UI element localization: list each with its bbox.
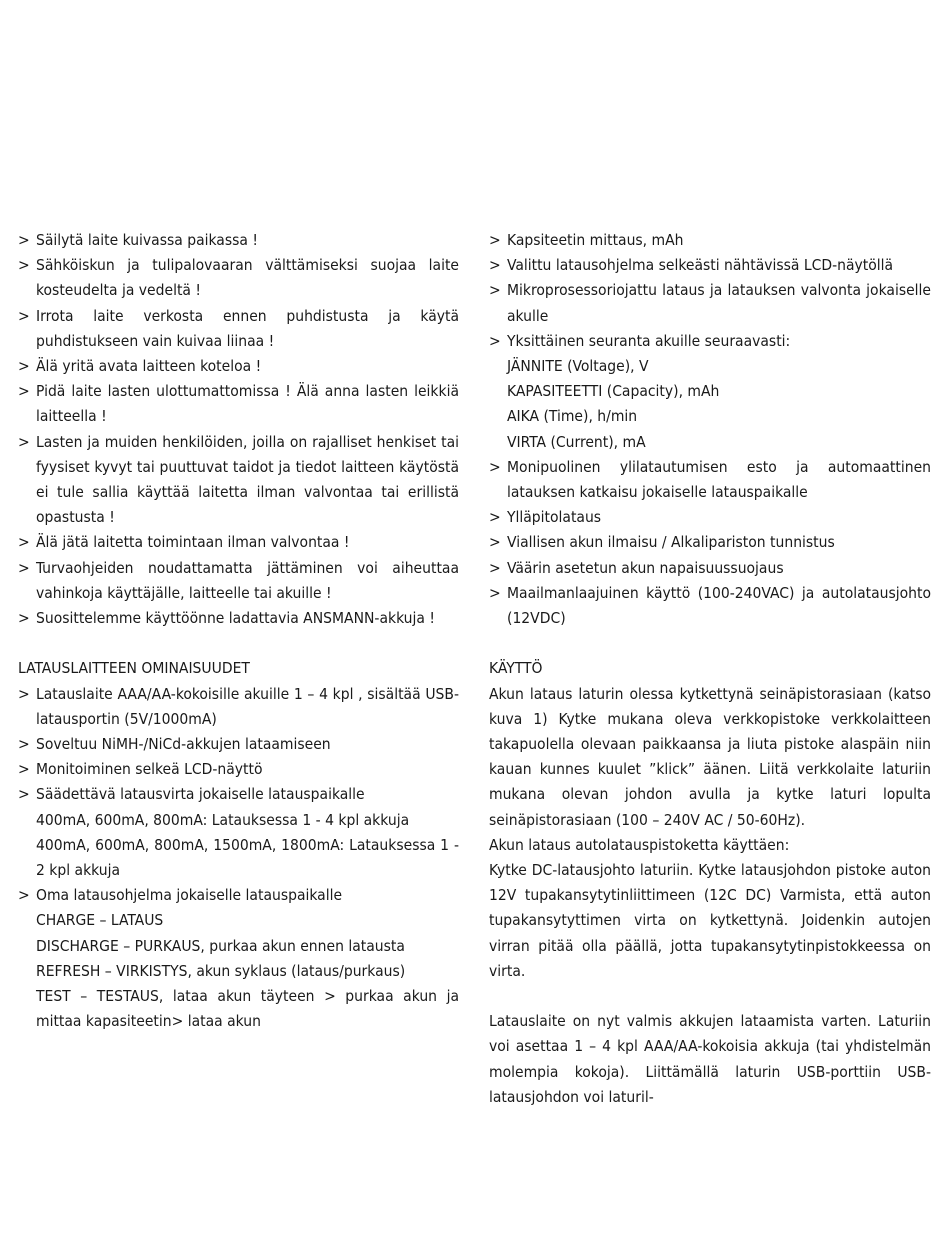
usage-paragraph: Akun lataus laturin olessa kytkettynä seinäpistorasiaan (katso kuva 1) Kytke mukana oleva verkkopistoke verkkolaitteen takapuolella olevaan paikkaansa ja liuta pistoke alaspäin niin kauan kunnes kuulet ”klick” äänen. Liitä verkkolaite laturiin mukana olevan johdon avulla ja kytke laturi lopulta seinäpistorasiaan (100 – 240V AC / 50-60Hz). [489,684,931,829]
sub-item: 400mA, 600mA, 800mA: Latauksessa 1 - 4 kpl akkuja [36,810,410,829]
list-item: > Turvaohjeiden noudattamatta jättäminen voi aiheuttaa vahinkoja käyttäjälle, laitteelle tai akuille ! [18,556,459,606]
features-list [18,682,459,1035]
usage-heading: KÄYTTÖ [489,659,543,678]
list-item: > Maailmanlaajuinen käyttö (100-240VAC) ja autolatausjohto (12VDC) [489,581,931,631]
sub-item: KAPASITEETTI (Capacity), mAh [507,382,720,401]
sub-item: CHARGE – LATAUS [36,911,164,930]
right-column [489,228,931,1110]
list-item: > Latauslaite AAA/AA-kokoisille akuille 1 – 4 kpl , sisältää USB-latausportin (5V/1000mA) [18,682,459,732]
list-item: > Lasten ja muiden henkilöiden, joilla on rajalliset henkiset tai fyysiset kyvyt tai puuttuvat taidot ja tiedot laitteen käytöstä ei tule sallia käyttää laitetta ilman valvontaa tai erillistä opastusta ! [18,430,459,531]
list-item: > Väärin asetetun akun napaisuussuojaus [489,556,931,581]
list-item: > Irrota laite verkosta ennen puhdistusta ja käytä puhdistukseen vain kuivaa liinaa ! [18,304,459,354]
sub-item: TEST – TESTAUS, lataa akun täyteen > purkaa akun ja mittaa kapasiteetin> lataa akun [36,987,459,1031]
sub-item: AIKA (Time), h/min [507,407,638,426]
sub-item: VIRTA (Current), mA [507,432,646,451]
list-item [18,782,459,883]
usage-paragraph: Kytke DC-latausjohto laturiin. Kytke latausjohdon pistoke auton 12V tupakansytytinliittimeen (12C DC) Varmista, että auton tupakansytyttimen virta on kytkettynä. Joidenkin autojen virran pitää olla päällä, jotta tupakansytytinpistokkeessa on virta. [489,861,931,980]
usage-subheading: Akun lataus autolatauspistoketta käyttäen: [489,835,790,854]
list-item-text: > Oma latausohjelma jokaiselle latauspaikalle [36,886,343,905]
list-item [489,329,931,455]
spacer [489,631,931,656]
list-item: > Älä yritä avata laitteen koteloa ! [18,354,459,379]
list-item: > Monitoiminen selkeä LCD-näyttö [18,757,459,782]
sub-item: REFRESH – VIRKISTYS, akun syklaus (lataus/purkaus) [36,961,406,980]
list-item: > Sähköiskun ja tulipalovaaran välttämiseksi suojaa laite kosteudelta ja vedeltä ! [18,253,459,303]
sub-item: JÄNNITE (Voltage), V [507,357,649,376]
safety-list [18,228,459,631]
list-item: > Soveltuu NiMH-/NiCd-akkujen lataamiseen [18,732,459,757]
list-item-text: > Yksittäinen seuranta akuille seuraavasti: [507,331,791,350]
left-column [18,228,459,1034]
list-item: > Ylläpitolataus [489,505,931,530]
spacer [18,631,459,656]
list-item: > Älä jätä laitetta toimintaan ilman valvontaa ! [18,530,459,555]
list-item: > Pidä laite lasten ulottumattomissa ! Älä anna lasten leikkiä laitteella ! [18,379,459,429]
features-list-continued [489,228,931,631]
sub-item: 400mA, 600mA, 800mA, 1500mA, 1800mA: Latauksessa 1 - 2 kpl akkuja [36,835,459,880]
features-heading: LATAUSLAITTEEN OMINAISUUDET [18,659,250,678]
list-item: > Säilytä laite kuivassa paikassa ! [18,228,459,253]
list-item: > Valittu latausohjelma selkeästi nähtävissä LCD-näytöllä [489,253,931,278]
list-item: > Monipuolinen ylilatautumisen esto ja automaattinen latauksen katkaisu jokaiselle latauspaikalle [489,455,931,505]
list-item: > Viallisen akun ilmaisu / Alkalipariston tunnistus [489,530,931,555]
list-item [18,883,459,1034]
list-item: > Suosittelemme käyttöönne ladattavia ANSMANN-akkuja ! [18,606,459,631]
usage-paragraph: Latauslaite on nyt valmis akkujen lataamista varten. Laturiin voi asettaa 1 – 4 kpl AAA/AA-kokoisia akkuja (tai yhdistelmän molempia kokoja). Liittämällä laturin USB-porttiin USB-latausjohdon voi laturil- [489,1012,931,1106]
spacer [489,984,931,1009]
sub-item: DISCHARGE – PURKAUS, purkaa akun ennen latausta [36,936,405,955]
list-item: > Kapsiteetin mittaus, mAh [489,228,931,253]
list-item: > Mikroprosessoriojattu lataus ja latauksen valvonta jokaiselle akulle [489,278,931,328]
list-item-text: > Säädettävä latausvirta jokaiselle latauspaikalle [36,785,365,804]
